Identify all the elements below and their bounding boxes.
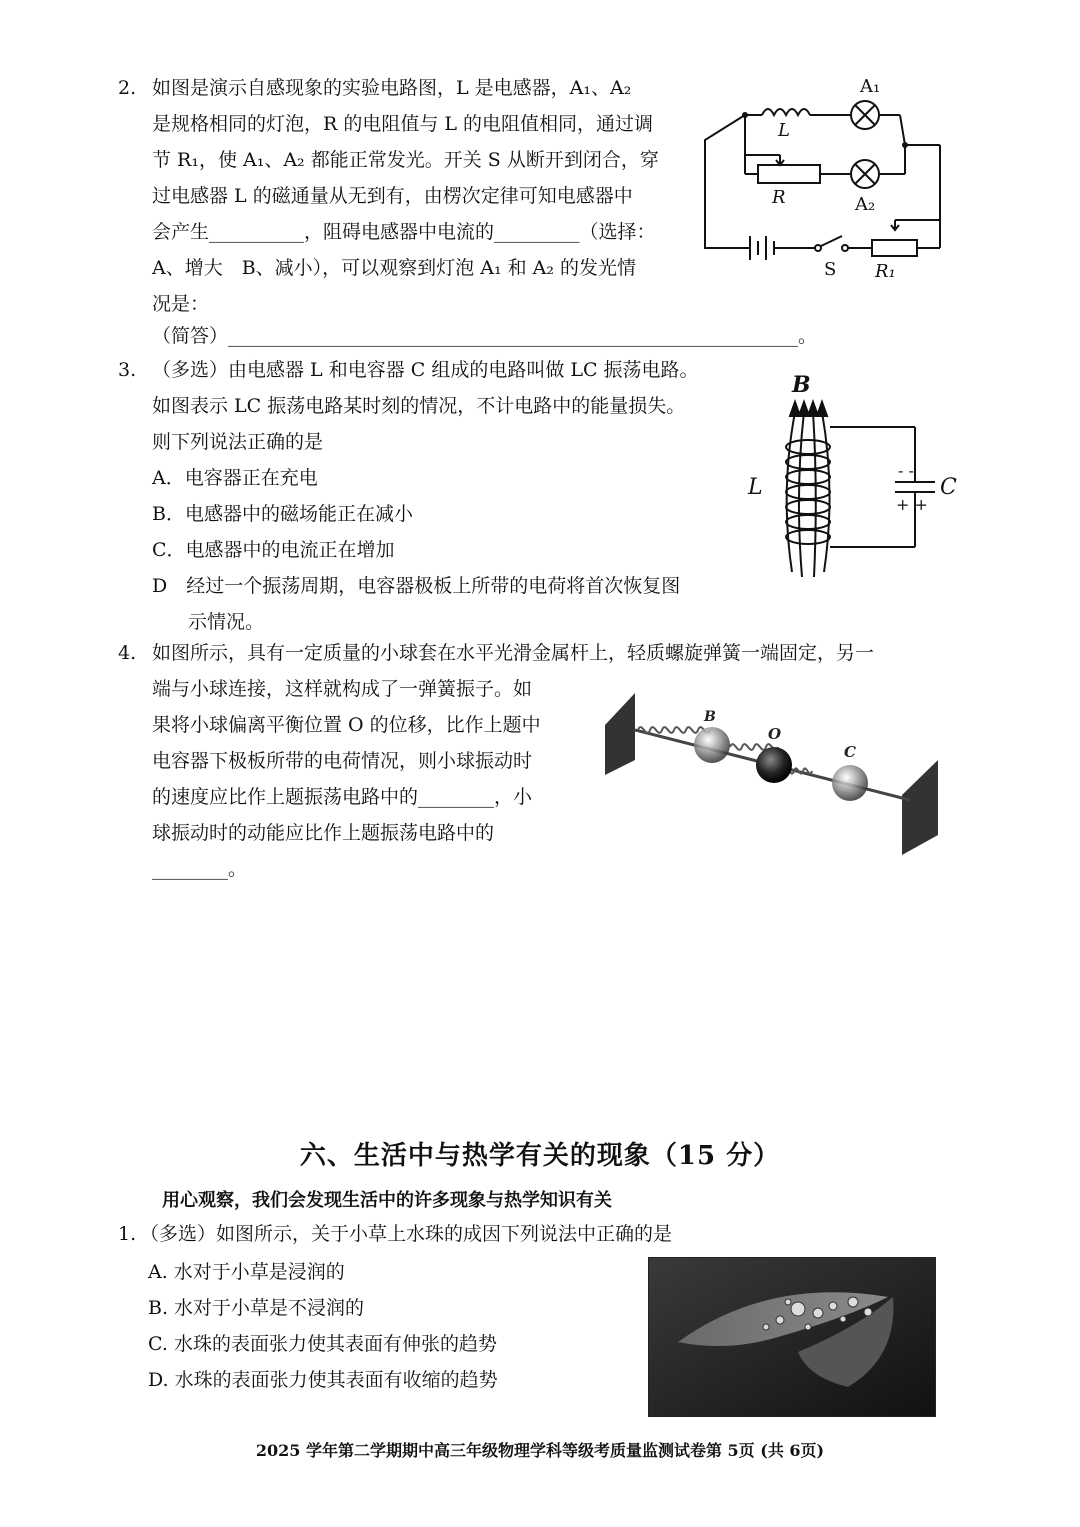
q3-line-3: 则下列说法正确的是 (152, 431, 324, 453)
q3-option-d: D 经过一个振荡周期，电容器极板上所带的电荷将首次恢复图 (152, 575, 681, 597)
question-4-text (152, 671, 582, 887)
question-2-text (152, 70, 712, 322)
label-B-field: B (792, 372, 811, 398)
q4-line-7: ________。 (152, 858, 248, 880)
q2-line-2: 是规格相同的灯泡，R 的电阻值与 L 的电阻值相同，通过调 (152, 113, 654, 135)
label-C-position: C (844, 743, 856, 761)
capacitor-bottom-charge: + + (896, 495, 928, 514)
q4-line-2: 端与小球连接，这样就构成了一弹簧振子。如 (152, 678, 533, 700)
q3-option-a: A．电容器正在充电 (152, 467, 318, 489)
section-6-title: 六、生活中与热学有关的现象（15 分） (299, 1141, 781, 1171)
label-A1: A₁ (860, 76, 881, 97)
q2-line-3: 节 R₁，使 A₁、A₂ 都能正常发光。开关 S 从断开到闭合，穿 (152, 149, 659, 171)
question-3-number: 3. (118, 359, 137, 381)
q2-line-1: 如图是演示自感现象的实验电路图，L 是电感器，A₁、A₂ (152, 77, 632, 99)
q3-option-c: C．电感器中的电流正在增加 (152, 539, 395, 561)
q2-short-answer-line: （简答）____________________________________________________________。 (152, 325, 818, 347)
lc-circuit-diagram (740, 372, 970, 582)
label-C-capacitor: C (940, 475, 957, 500)
q2-line-6: A、增大 B、减小），可以观察到灯泡 A₁ 和 A₂ 的发光情 (152, 257, 637, 279)
label-R1: R₁ (875, 261, 896, 282)
q2-line-5: 会产生__________，阻碍电感器中电流的_________（选择： (152, 221, 656, 243)
q4-line-6: 球振动时的动能应比作上题振荡电路中的 (152, 822, 495, 844)
q3-line-1: （多选）由电感器 L 和电容器 C 组成的电路叫做 LC 振荡电路。 (152, 359, 699, 381)
q4-first-line: 如图所示，具有一定质量的小球套在水平光滑金属杆上，轻质螺旋弹簧一端固定，另一 (152, 642, 875, 664)
label-O-equilibrium: O (768, 725, 782, 743)
q3-option-b: B．电感器中的磁场能正在减小 (152, 503, 413, 525)
label-S: S (824, 259, 837, 280)
page-footer: 2025 学年第二学期期中高三年级物理学科等级考质量监测试卷第 5页 (共 6页) (255, 1441, 825, 1460)
s6-q1-option-b: B. 水对于小草是不浸润的 (148, 1297, 365, 1319)
water-droplets-on-grass-photo (648, 1257, 936, 1417)
label-R: R (772, 187, 786, 208)
question-4-number: 4. (118, 642, 137, 664)
q3-line-2: 如图表示 LC 振荡电路某时刻的情况，不计电路中的能量损失。 (152, 395, 686, 417)
q4-line-5: 的速度应比作上题振荡电路中的________，小 (152, 786, 533, 808)
s6-q1-option-a: A. 水对于小草是浸润的 (148, 1261, 345, 1283)
q4-line-3: 果将小球偏离平衡位置 O 的位移，比作上题中 (152, 714, 541, 736)
q2-line-4: 过电感器 L 的磁通量从无到有，由楞次定律可知电感器中 (152, 185, 633, 207)
s6-q1-option-d: D. 水珠的表面张力使其表面有收缩的趋势 (148, 1369, 498, 1391)
section-6-question-1-stem: （多选）如图所示，关于小草上水珠的成因下列说法中正确的是 (140, 1223, 673, 1245)
q3-option-d-cont: 示情况。 (188, 611, 265, 633)
self-induction-circuit-diagram (700, 70, 950, 290)
section-6-question-1-number: 1. (118, 1223, 137, 1245)
label-L: L (778, 120, 790, 141)
section-6-intro: 用心观察，我们会发现生活中的许多现象与热学知识有关 (162, 1190, 612, 1211)
q4-line-4: 电容器下极板所带的电荷情况，则小球振动时 (152, 750, 533, 772)
label-B-position: B (704, 709, 716, 725)
question-2-number: 2. (118, 77, 137, 99)
section-6-question-1-options (148, 1254, 628, 1398)
label-L-coil: L (748, 475, 763, 500)
spring-oscillator-figure (600, 685, 950, 865)
capacitor-top-charge: - - (898, 461, 914, 480)
question-3-text (152, 352, 742, 640)
s6-q1-option-c: C. 水珠的表面张力使其表面有伸张的趋势 (148, 1333, 497, 1355)
label-A2: A₂ (855, 194, 876, 215)
q2-line-7: 况是： (152, 293, 210, 315)
